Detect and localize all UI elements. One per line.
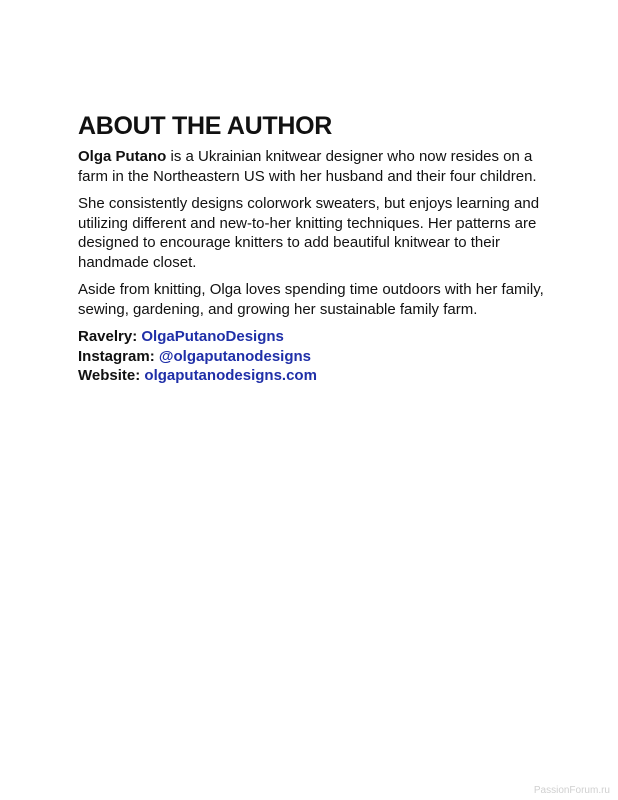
ravelry-link[interactable]: OlgaPutanoDesigns: [141, 328, 284, 345]
website-label: Website:: [78, 367, 145, 384]
watermark: PassionForum.ru: [533, 785, 610, 796]
instagram-link[interactable]: @olgaputanodesigns: [158, 347, 311, 365]
bio-intro-text: is a Ukrainian knitwear designer who now resides on a farm in the Northeastern US with her husband and their four children.: [78, 148, 537, 185]
page-title: ABOUT THE AUTHOR: [78, 112, 332, 140]
instagram-row: [78, 347, 548, 367]
bio-intro-paragraph: [78, 147, 548, 186]
instagram-label: Instagram:: [78, 347, 159, 365]
bio-paragraph-2: She consistently designs colorwork sweaters, but enjoys learning and utilizing different and new-to-her knitting techniques. Her patterns are designed to encourage knitters to add beautiful knitwear to their handmade closet.: [78, 195, 540, 271]
author-name: Olga Putano: [78, 148, 167, 165]
website-link[interactable]: olgaputanodesigns.com: [144, 367, 317, 384]
website-row: [78, 366, 548, 386]
ravelry-label: Ravelry:: [78, 328, 142, 345]
social-links: [78, 327, 548, 386]
bio-paragraph-3: Aside from knitting, Olga loves spending time outdoors with her family, sewing, gardening, and growing her sustainable family farm.: [78, 281, 544, 318]
about-author-section: [78, 111, 548, 386]
ravelry-row: [78, 327, 548, 347]
